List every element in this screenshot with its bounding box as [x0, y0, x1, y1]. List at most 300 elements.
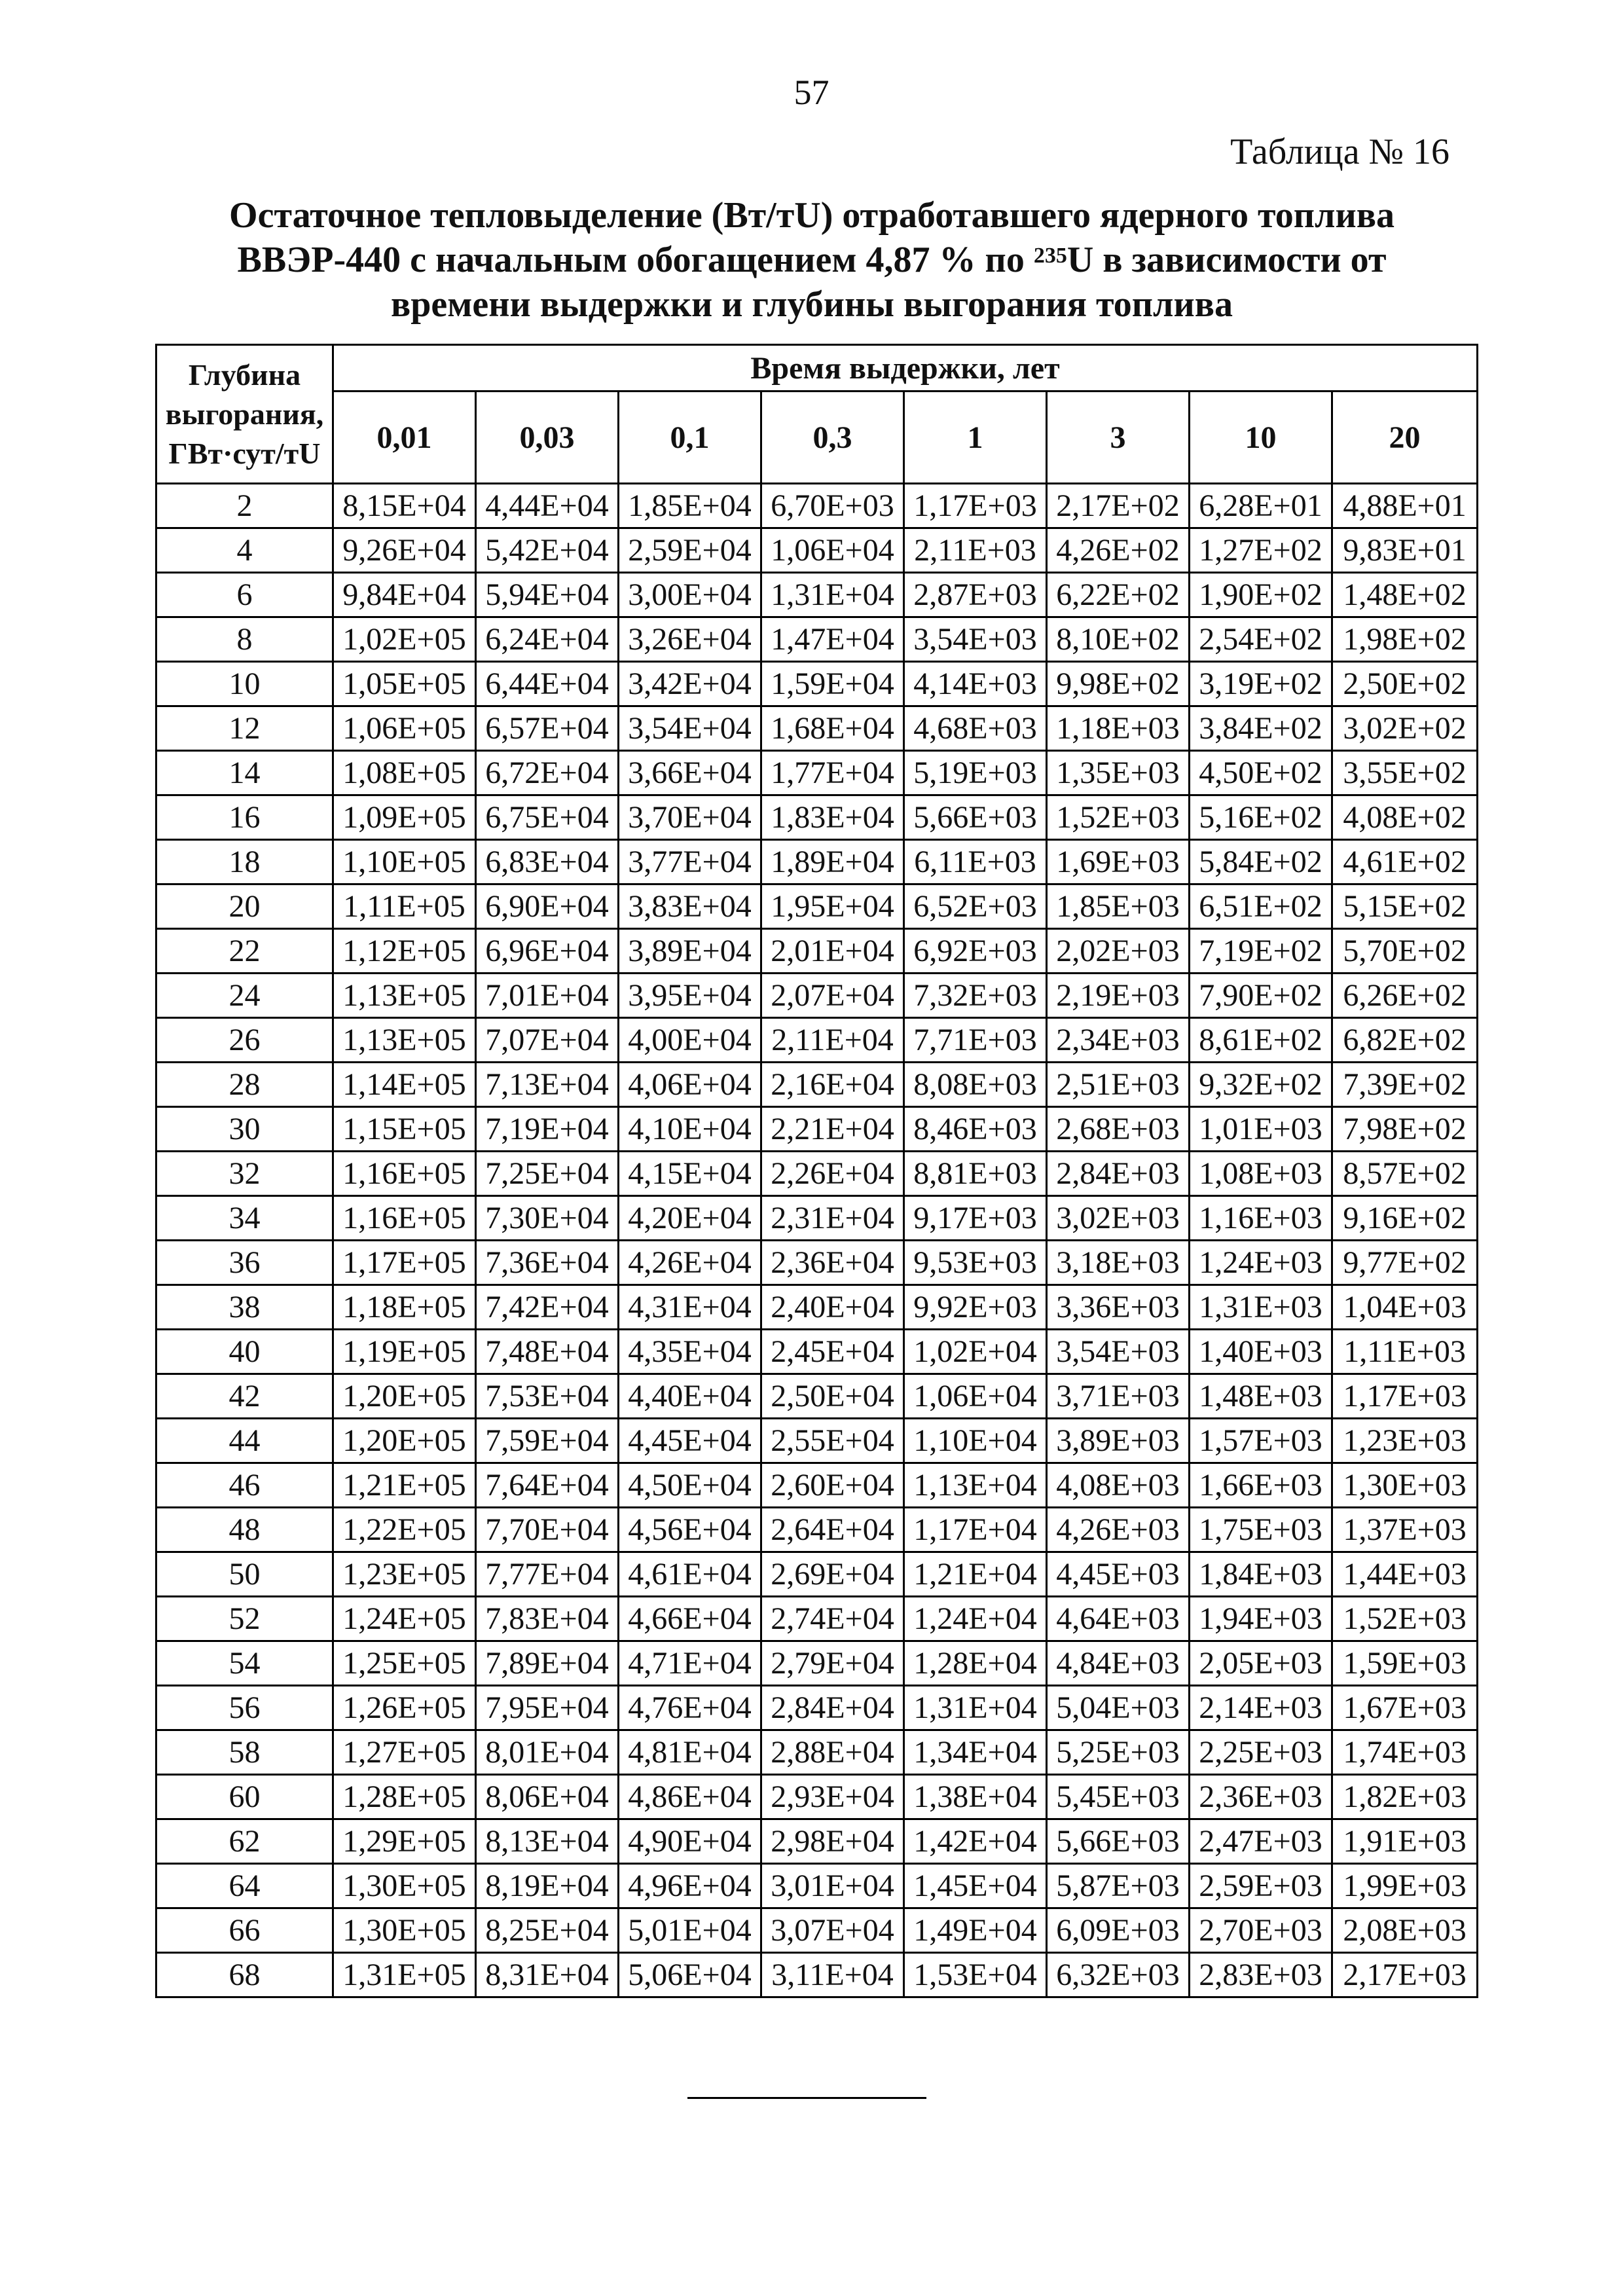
value-cell: 1,17E+04	[904, 1508, 1047, 1552]
value-cell: 4,08E+03	[1047, 1463, 1190, 1508]
time-column-group-header: Время выдержки, лет	[333, 345, 1478, 392]
value-cell: 9,53E+03	[904, 1241, 1047, 1285]
value-cell: 2,47E+03	[1190, 1819, 1332, 1864]
table-row	[156, 662, 1478, 706]
value-cell: 1,74E+03	[1332, 1730, 1478, 1775]
value-cell: 6,44E+04	[476, 662, 619, 706]
value-cell: 7,39E+02	[1332, 1063, 1478, 1107]
value-cell: 1,49E+04	[904, 1908, 1047, 1953]
value-cell: 1,05E+05	[333, 662, 476, 706]
value-cell: 1,13E+04	[904, 1463, 1047, 1508]
table-title	[157, 193, 1467, 327]
burnup-cell: 60	[156, 1775, 333, 1819]
burnup-cell: 16	[156, 795, 333, 840]
value-cell: 1,77E+04	[761, 751, 904, 795]
burnup-cell: 18	[156, 840, 333, 884]
value-cell: 4,45E+03	[1047, 1552, 1190, 1597]
table-row	[156, 1330, 1478, 1374]
value-cell: 2,08E+03	[1332, 1908, 1478, 1953]
value-cell: 1,16E+05	[333, 1196, 476, 1241]
value-cell: 3,95E+04	[619, 974, 761, 1018]
value-cell: 1,24E+05	[333, 1597, 476, 1641]
table-row	[156, 840, 1478, 884]
value-cell: 6,32E+03	[1047, 1953, 1190, 1997]
value-cell: 5,70E+02	[1332, 929, 1478, 974]
value-cell: 6,26E+02	[1332, 974, 1478, 1018]
value-cell: 9,92E+03	[904, 1285, 1047, 1330]
burnup-header-line-3: ГВт·сут/тU	[168, 436, 321, 470]
value-cell: 3,02E+02	[1332, 706, 1478, 751]
value-cell: 8,10E+02	[1047, 617, 1190, 662]
value-cell: 6,28E+01	[1190, 484, 1332, 528]
value-cell: 4,06E+04	[619, 1063, 761, 1107]
value-cell: 1,06E+05	[333, 706, 476, 751]
table-row	[156, 751, 1478, 795]
burnup-cell: 8	[156, 617, 333, 662]
table-row	[156, 795, 1478, 840]
value-cell: 1,28E+05	[333, 1775, 476, 1819]
value-cell: 2,50E+02	[1332, 662, 1478, 706]
time-column-header: 0,03	[476, 392, 619, 484]
page-number: 57	[793, 73, 830, 112]
title-line-2-post: U в зависимости от	[1067, 240, 1387, 280]
value-cell: 7,19E+04	[476, 1107, 619, 1152]
value-cell: 5,45E+03	[1047, 1775, 1190, 1819]
value-cell: 3,54E+03	[1047, 1330, 1190, 1374]
value-cell: 8,57E+02	[1332, 1152, 1478, 1196]
value-cell: 1,85E+03	[1047, 884, 1190, 929]
value-cell: 1,19E+05	[333, 1330, 476, 1374]
value-cell: 2,51E+03	[1047, 1063, 1190, 1107]
value-cell: 4,61E+02	[1332, 840, 1478, 884]
value-cell: 9,17E+03	[904, 1196, 1047, 1241]
value-cell: 7,01E+04	[476, 974, 619, 1018]
table-row	[156, 1597, 1478, 1641]
value-cell: 4,68E+03	[904, 706, 1047, 751]
value-cell: 7,98E+02	[1332, 1107, 1478, 1152]
value-cell: 9,98E+02	[1047, 662, 1190, 706]
value-cell: 4,50E+04	[619, 1463, 761, 1508]
value-cell: 2,84E+03	[1047, 1152, 1190, 1196]
value-cell: 1,17E+03	[904, 484, 1047, 528]
value-cell: 6,82E+02	[1332, 1018, 1478, 1063]
value-cell: 3,11E+04	[761, 1953, 904, 1997]
value-cell: 1,17E+05	[333, 1241, 476, 1285]
time-column-header: 0,01	[333, 392, 476, 484]
burnup-cell: 64	[156, 1864, 333, 1908]
value-cell: 5,01E+04	[619, 1908, 761, 1953]
value-cell: 6,75E+04	[476, 795, 619, 840]
value-cell: 1,40E+03	[1190, 1330, 1332, 1374]
table-row	[156, 573, 1478, 617]
table-row	[156, 528, 1478, 573]
value-cell: 8,13E+04	[476, 1819, 619, 1864]
value-cell: 4,45E+04	[619, 1419, 761, 1463]
value-cell: 2,14E+03	[1190, 1686, 1332, 1730]
value-cell: 1,31E+05	[333, 1953, 476, 1997]
value-cell: 1,28E+04	[904, 1641, 1047, 1686]
value-cell: 1,22E+05	[333, 1508, 476, 1552]
value-cell: 1,04E+03	[1332, 1285, 1478, 1330]
value-cell: 1,69E+03	[1047, 840, 1190, 884]
value-cell: 6,51E+02	[1190, 884, 1332, 929]
value-cell: 4,14E+03	[904, 662, 1047, 706]
value-cell: 1,21E+05	[333, 1463, 476, 1508]
table-row	[156, 706, 1478, 751]
value-cell: 2,69E+04	[761, 1552, 904, 1597]
time-column-header: 10	[1190, 392, 1332, 484]
value-cell: 7,07E+04	[476, 1018, 619, 1063]
value-cell: 1,91E+03	[1332, 1819, 1478, 1864]
value-cell: 1,23E+05	[333, 1552, 476, 1597]
value-cell: 1,09E+05	[333, 795, 476, 840]
value-cell: 1,45E+04	[904, 1864, 1047, 1908]
value-cell: 4,61E+04	[619, 1552, 761, 1597]
value-cell: 7,53E+04	[476, 1374, 619, 1419]
value-cell: 9,16E+02	[1332, 1196, 1478, 1241]
value-cell: 6,72E+04	[476, 751, 619, 795]
burnup-cell: 32	[156, 1152, 333, 1196]
value-cell: 2,36E+03	[1190, 1775, 1332, 1819]
value-cell: 1,08E+03	[1190, 1152, 1332, 1196]
value-cell: 1,59E+03	[1332, 1641, 1478, 1686]
value-cell: 1,48E+03	[1190, 1374, 1332, 1419]
value-cell: 1,18E+03	[1047, 706, 1190, 751]
table-row	[156, 1730, 1478, 1775]
value-cell: 1,30E+03	[1332, 1463, 1478, 1508]
value-cell: 5,06E+04	[619, 1953, 761, 1997]
value-cell: 7,42E+04	[476, 1285, 619, 1330]
time-column-header: 0,1	[619, 392, 761, 484]
value-cell: 6,70E+03	[761, 484, 904, 528]
table-row	[156, 1552, 1478, 1597]
value-cell: 4,26E+02	[1047, 528, 1190, 573]
title-line-2	[157, 238, 1467, 282]
value-cell: 7,25E+04	[476, 1152, 619, 1196]
value-cell: 1,21E+04	[904, 1552, 1047, 1597]
value-cell: 9,83E+01	[1332, 528, 1478, 573]
table-row	[156, 1908, 1478, 1953]
value-cell: 1,16E+03	[1190, 1196, 1332, 1241]
value-cell: 3,19E+02	[1190, 662, 1332, 706]
value-cell: 1,27E+02	[1190, 528, 1332, 573]
value-cell: 4,96E+04	[619, 1864, 761, 1908]
value-cell: 1,23E+03	[1332, 1419, 1478, 1463]
value-cell: 1,75E+03	[1190, 1508, 1332, 1552]
burnup-cell: 28	[156, 1063, 333, 1107]
value-cell: 7,30E+04	[476, 1196, 619, 1241]
value-cell: 1,67E+03	[1332, 1686, 1478, 1730]
value-cell: 2,60E+04	[761, 1463, 904, 1508]
value-cell: 3,18E+03	[1047, 1241, 1190, 1285]
value-cell: 4,86E+04	[619, 1775, 761, 1819]
value-cell: 1,83E+04	[761, 795, 904, 840]
table-row	[156, 1241, 1478, 1285]
value-cell: 8,81E+03	[904, 1152, 1047, 1196]
value-cell: 1,24E+04	[904, 1597, 1047, 1641]
value-cell: 2,87E+03	[904, 573, 1047, 617]
table-row	[156, 1819, 1478, 1864]
table-row	[156, 1063, 1478, 1107]
value-cell: 1,10E+04	[904, 1419, 1047, 1463]
value-cell: 2,11E+03	[904, 528, 1047, 573]
value-cell: 1,57E+03	[1190, 1419, 1332, 1463]
value-cell: 5,25E+03	[1047, 1730, 1190, 1775]
burnup-cell: 26	[156, 1018, 333, 1063]
value-cell: 2,55E+04	[761, 1419, 904, 1463]
value-cell: 4,10E+04	[619, 1107, 761, 1152]
table-row	[156, 1641, 1478, 1686]
time-column-header: 3	[1047, 392, 1190, 484]
burnup-cell: 40	[156, 1330, 333, 1374]
value-cell: 2,40E+04	[761, 1285, 904, 1330]
value-cell: 2,54E+02	[1190, 617, 1332, 662]
value-cell: 1,44E+03	[1332, 1552, 1478, 1597]
table-row	[156, 974, 1478, 1018]
value-cell: 2,05E+03	[1190, 1641, 1332, 1686]
value-cell: 8,19E+04	[476, 1864, 619, 1908]
burnup-cell: 20	[156, 884, 333, 929]
value-cell: 3,54E+04	[619, 706, 761, 751]
value-cell: 1,13E+05	[333, 1018, 476, 1063]
burnup-header-line-1: Глубина	[188, 357, 301, 392]
burnup-cell: 46	[156, 1463, 333, 1508]
value-cell: 3,07E+04	[761, 1908, 904, 1953]
value-cell: 1,59E+04	[761, 662, 904, 706]
value-cell: 2,64E+04	[761, 1508, 904, 1552]
value-cell: 3,00E+04	[619, 573, 761, 617]
value-cell: 1,29E+05	[333, 1819, 476, 1864]
burnup-cell: 56	[156, 1686, 333, 1730]
time-column-header: 1	[904, 392, 1047, 484]
value-cell: 2,45E+04	[761, 1330, 904, 1374]
value-cell: 1,98E+02	[1332, 617, 1478, 662]
burnup-cell: 10	[156, 662, 333, 706]
value-cell: 2,34E+03	[1047, 1018, 1190, 1063]
value-cell: 9,26E+04	[333, 528, 476, 573]
value-cell: 5,94E+04	[476, 573, 619, 617]
value-cell: 3,26E+04	[619, 617, 761, 662]
value-cell: 2,68E+03	[1047, 1107, 1190, 1152]
value-cell: 2,02E+03	[1047, 929, 1190, 974]
value-cell: 1,52E+03	[1047, 795, 1190, 840]
value-cell: 6,22E+02	[1047, 573, 1190, 617]
burnup-cell: 14	[156, 751, 333, 795]
value-cell: 3,83E+04	[619, 884, 761, 929]
title-line-3: времени выдержки и глубины выгорания топлива	[391, 284, 1233, 325]
value-cell: 2,88E+04	[761, 1730, 904, 1775]
value-cell: 4,26E+04	[619, 1241, 761, 1285]
value-cell: 2,26E+04	[761, 1152, 904, 1196]
burnup-cell: 54	[156, 1641, 333, 1686]
value-cell: 7,83E+04	[476, 1597, 619, 1641]
value-cell: 3,54E+03	[904, 617, 1047, 662]
value-cell: 1,89E+04	[761, 840, 904, 884]
value-cell: 1,15E+05	[333, 1107, 476, 1152]
value-cell: 1,17E+03	[1332, 1374, 1478, 1419]
value-cell: 4,35E+04	[619, 1330, 761, 1374]
value-cell: 1,95E+04	[761, 884, 904, 929]
value-cell: 3,55E+02	[1332, 751, 1478, 795]
value-cell: 3,89E+03	[1047, 1419, 1190, 1463]
value-cell: 6,52E+03	[904, 884, 1047, 929]
value-cell: 4,76E+04	[619, 1686, 761, 1730]
table-row	[156, 1775, 1478, 1819]
table-row	[156, 1152, 1478, 1196]
value-cell: 7,59E+04	[476, 1419, 619, 1463]
burnup-cell: 66	[156, 1908, 333, 1953]
value-cell: 1,11E+05	[333, 884, 476, 929]
value-cell: 7,32E+03	[904, 974, 1047, 1018]
value-cell: 1,30E+05	[333, 1908, 476, 1953]
value-cell: 1,31E+04	[761, 573, 904, 617]
value-cell: 2,98E+04	[761, 1819, 904, 1864]
burnup-cell: 4	[156, 528, 333, 573]
value-cell: 2,17E+03	[1332, 1953, 1478, 1997]
burnup-cell: 58	[156, 1730, 333, 1775]
value-cell: 8,15E+04	[333, 484, 476, 528]
burnup-cell: 12	[156, 706, 333, 751]
burnup-cell: 62	[156, 1819, 333, 1864]
value-cell: 1,68E+04	[761, 706, 904, 751]
value-cell: 1,02E+05	[333, 617, 476, 662]
burnup-cell: 38	[156, 1285, 333, 1330]
value-cell: 1,94E+03	[1190, 1597, 1332, 1641]
value-cell: 8,25E+04	[476, 1908, 619, 1953]
table-row	[156, 617, 1478, 662]
value-cell: 6,90E+04	[476, 884, 619, 929]
value-cell: 4,50E+02	[1190, 751, 1332, 795]
value-cell: 7,70E+04	[476, 1508, 619, 1552]
value-cell: 1,90E+02	[1190, 573, 1332, 617]
value-cell: 3,42E+04	[619, 662, 761, 706]
value-cell: 4,81E+04	[619, 1730, 761, 1775]
heat-release-table	[155, 344, 1478, 1998]
value-cell: 2,01E+04	[761, 929, 904, 974]
value-cell: 4,20E+04	[619, 1196, 761, 1241]
value-cell: 1,38E+04	[904, 1775, 1047, 1819]
value-cell: 2,50E+04	[761, 1374, 904, 1419]
burnup-column-header	[156, 345, 333, 484]
value-cell: 8,08E+03	[904, 1063, 1047, 1107]
value-cell: 9,32E+02	[1190, 1063, 1332, 1107]
value-cell: 4,84E+03	[1047, 1641, 1190, 1686]
value-cell: 3,01E+04	[761, 1864, 904, 1908]
burnup-cell: 68	[156, 1953, 333, 1997]
table-row	[156, 1285, 1478, 1330]
value-cell: 2,11E+04	[761, 1018, 904, 1063]
table-row	[156, 1419, 1478, 1463]
burnup-cell: 34	[156, 1196, 333, 1241]
value-cell: 1,82E+03	[1332, 1775, 1478, 1819]
value-cell: 4,00E+04	[619, 1018, 761, 1063]
value-cell: 6,11E+03	[904, 840, 1047, 884]
value-cell: 4,90E+04	[619, 1819, 761, 1864]
value-cell: 5,16E+02	[1190, 795, 1332, 840]
value-cell: 1,18E+05	[333, 1285, 476, 1330]
value-cell: 1,16E+05	[333, 1152, 476, 1196]
value-cell: 1,27E+05	[333, 1730, 476, 1775]
value-cell: 1,20E+05	[333, 1419, 476, 1463]
value-cell: 5,19E+03	[904, 751, 1047, 795]
value-cell: 4,88E+01	[1332, 484, 1478, 528]
burnup-cell: 30	[156, 1107, 333, 1152]
burnup-cell: 6	[156, 573, 333, 617]
value-cell: 3,84E+02	[1190, 706, 1332, 751]
value-cell: 7,64E+04	[476, 1463, 619, 1508]
table-row	[156, 1018, 1478, 1063]
value-cell: 8,46E+03	[904, 1107, 1047, 1152]
value-cell: 8,06E+04	[476, 1775, 619, 1819]
value-cell: 1,34E+04	[904, 1730, 1047, 1775]
value-cell: 1,35E+03	[1047, 751, 1190, 795]
value-cell: 1,48E+02	[1332, 573, 1478, 617]
value-cell: 5,66E+03	[1047, 1819, 1190, 1864]
footer-divider	[687, 2097, 926, 2099]
table-row	[156, 1463, 1478, 1508]
value-cell: 1,10E+05	[333, 840, 476, 884]
value-cell: 8,31E+04	[476, 1953, 619, 1997]
value-cell: 3,36E+03	[1047, 1285, 1190, 1330]
table-row	[156, 1196, 1478, 1241]
value-cell: 2,84E+04	[761, 1686, 904, 1730]
value-cell: 6,83E+04	[476, 840, 619, 884]
table-row	[156, 484, 1478, 528]
value-cell: 1,20E+05	[333, 1374, 476, 1419]
value-cell: 3,77E+04	[619, 840, 761, 884]
table-row	[156, 1107, 1478, 1152]
value-cell: 3,66E+04	[619, 751, 761, 795]
value-cell: 1,25E+05	[333, 1641, 476, 1686]
value-cell: 3,02E+03	[1047, 1196, 1190, 1241]
value-cell: 2,93E+04	[761, 1775, 904, 1819]
value-cell: 4,08E+02	[1332, 795, 1478, 840]
value-cell: 2,36E+04	[761, 1241, 904, 1285]
value-cell: 7,95E+04	[476, 1686, 619, 1730]
value-cell: 2,59E+04	[619, 528, 761, 573]
value-cell: 1,66E+03	[1190, 1463, 1332, 1508]
table-label: Таблица № 16	[1230, 132, 1450, 172]
burnup-cell: 50	[156, 1552, 333, 1597]
value-cell: 4,56E+04	[619, 1508, 761, 1552]
value-cell: 7,48E+04	[476, 1330, 619, 1374]
burnup-cell: 24	[156, 974, 333, 1018]
table-row	[156, 1953, 1478, 1997]
table-row	[156, 1374, 1478, 1419]
value-cell: 4,26E+03	[1047, 1508, 1190, 1552]
value-cell: 1,01E+03	[1190, 1107, 1332, 1152]
value-cell: 1,30E+05	[333, 1864, 476, 1908]
value-cell: 1,99E+03	[1332, 1864, 1478, 1908]
burnup-cell: 48	[156, 1508, 333, 1552]
value-cell: 7,77E+04	[476, 1552, 619, 1597]
value-cell: 7,19E+02	[1190, 929, 1332, 974]
value-cell: 2,17E+02	[1047, 484, 1190, 528]
burnup-cell: 42	[156, 1374, 333, 1419]
value-cell: 9,77E+02	[1332, 1241, 1478, 1285]
value-cell: 2,16E+04	[761, 1063, 904, 1107]
value-cell: 2,83E+03	[1190, 1953, 1332, 1997]
value-cell: 4,31E+04	[619, 1285, 761, 1330]
table-row	[156, 1686, 1478, 1730]
value-cell: 6,57E+04	[476, 706, 619, 751]
value-cell: 4,44E+04	[476, 484, 619, 528]
value-cell: 1,42E+04	[904, 1819, 1047, 1864]
value-cell: 5,84E+02	[1190, 840, 1332, 884]
value-cell: 1,02E+04	[904, 1330, 1047, 1374]
table-row	[156, 884, 1478, 929]
value-cell: 7,89E+04	[476, 1641, 619, 1686]
